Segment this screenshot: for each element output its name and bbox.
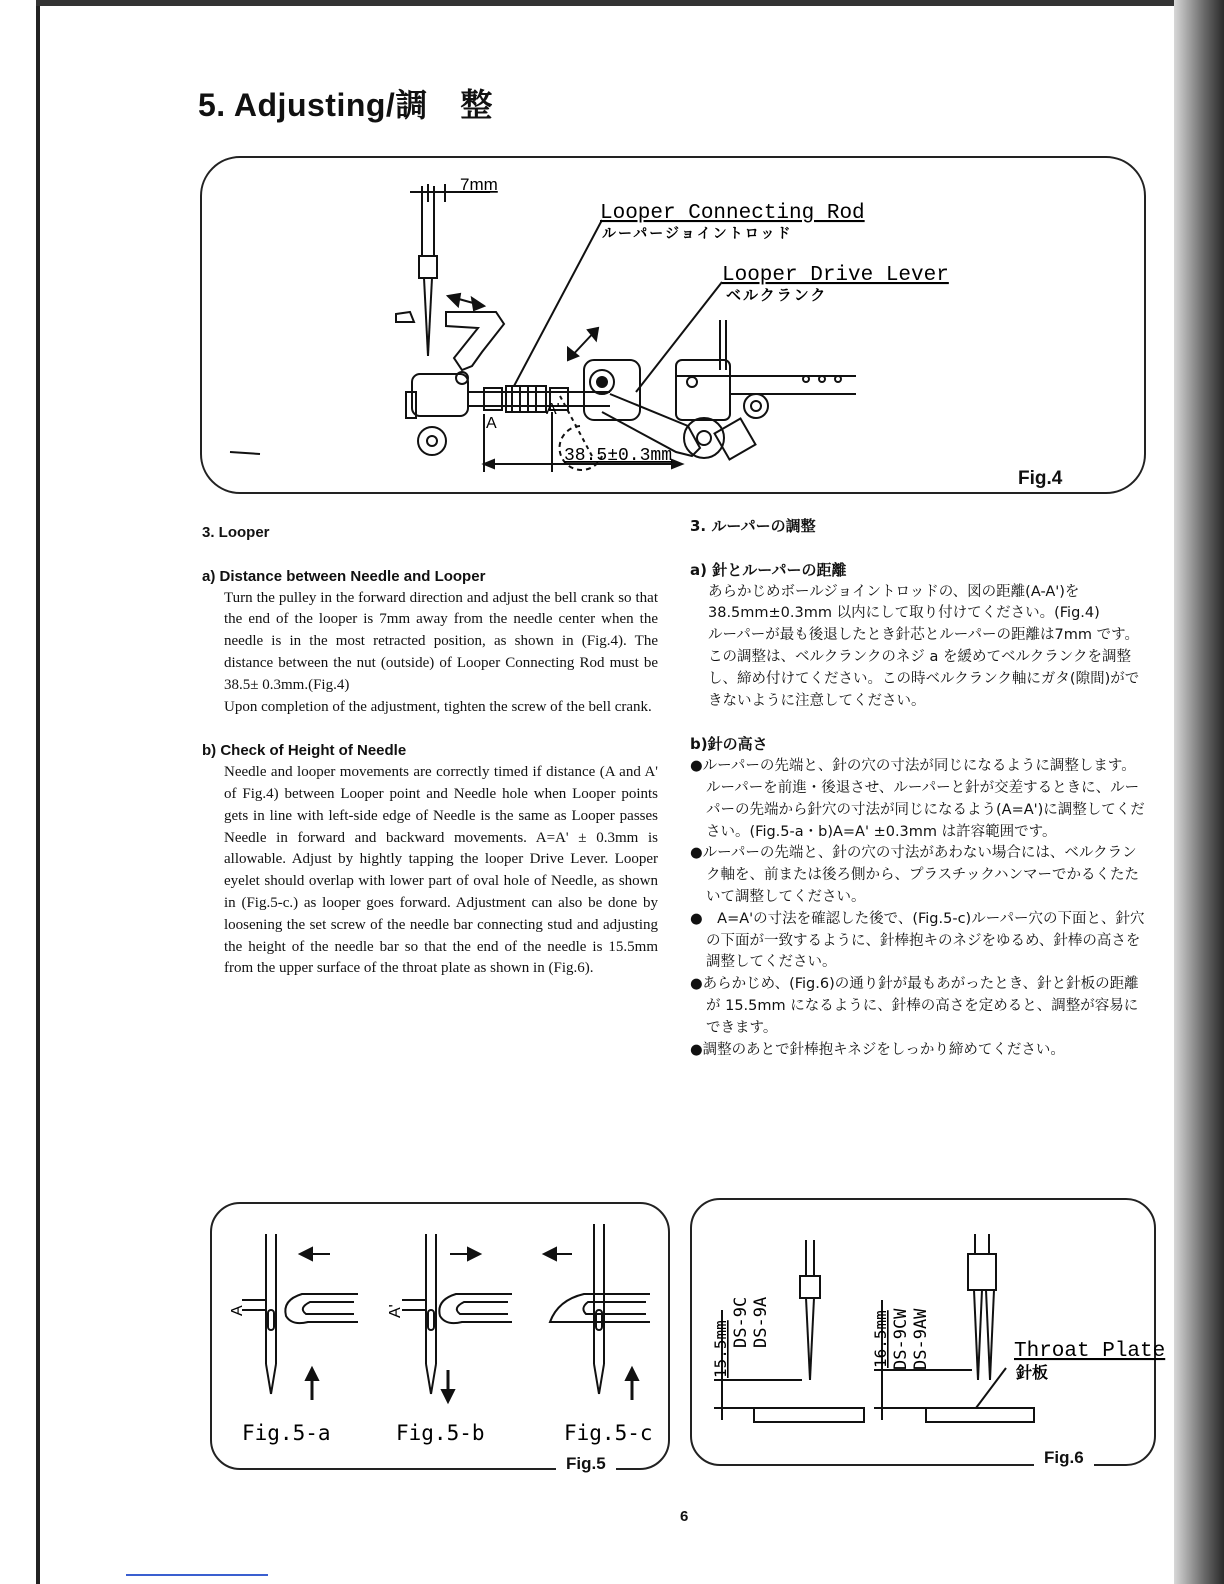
fig4-diagram [200, 156, 1142, 486]
jp-a-line-1: あらかじめボールジョイントロッドの、図の距離(A-A')を38.5mm±0.3mm 以内にして取り付けてください。(Fig.4) [708, 583, 1100, 622]
fig6-model2b: DS-9AW [911, 1308, 931, 1370]
scan-shadow-right [1174, 0, 1224, 1584]
fig4-label-drive-lever-jp: ベルクランク [726, 286, 828, 304]
fig5-c-label: Fig.5-c [564, 1421, 653, 1445]
en-section-title: 3. Looper [202, 524, 270, 541]
page-title: 5. Adjusting/調 整 [198, 87, 493, 123]
jp-b-bullet-2: ●ルーパーの先端と、針の穴の寸法があわない場合には、ベルクランク軸を、前または後ろ側から、プラスチックハンマーでかるくたたいて調整してください。 [690, 845, 1139, 905]
fig6-throat-plate-jp: 針板 [1016, 1363, 1049, 1382]
jp-b-bullet-1: ●ルーパーの先端と、針の穴の寸法が同じになるように調整します。ルーパーを前進・後退させ、ルーパーと針が交差するときに、ルーパーの先端から針穴の寸法が同じになるよう(A=A')に調整してください。(Fig.5-a・b)A=A' ±0.3mm は許容範囲です。 [690, 758, 1145, 840]
jp-section-title: 3. ルーパーの調整 [690, 517, 816, 535]
fig4-label-a: A [486, 415, 497, 432]
en-a-body2: Upon completion of the adjustment, tighten the screw of the bell crank. [224, 698, 652, 715]
jp-a-title: a) 針とルーパーの距離 [690, 560, 847, 579]
fig5-diagram [212, 1204, 664, 1464]
fig4-dim-7mm: 7mm [460, 175, 498, 194]
jp-b-bullet-4: ●あらかじめ、(Fig.6)の通り針が最もあがったとき、針と針板の距離が 15.5mm になるように、針棒の高さを定めると、調整が容易にできます。 [690, 976, 1139, 1036]
fig6-dim2: 16.5mm [871, 1310, 890, 1368]
en-b-body: Needle and looper movements are correctly timed if distance (A and A' of Fig.4) between Looper point and Needle hole when Looper points gets in line with left-side edge of Needle is the same as Looper passes Needle in forward and backward movements. A=A' ± 0.3mm is allowable. Adjust by hightly tapping the looper Drive Lever. Looper eyelet should overlap with lower part of oval hole of Needle, as shown in (Fig.5-c.) as looper goes forward. Adjustment can also be done by loosening the set screw of the needle bar connecting stud and adjusting the height of the needle bar so that the end of the needle is 15.5mm from the upper surface of the throat plate as shown in (Fig.6). [224, 764, 658, 977]
fig5-b-mark: A' [387, 1304, 404, 1318]
fig6-model1a: DS-9C [731, 1296, 751, 1348]
jp-a-line-2: ルーパーが最も後退したとき針芯とルーパーの距離は7mm です。 [708, 627, 1139, 644]
scan-border-top [36, 0, 1176, 6]
en-a-body: Turn the pulley in the forward direction and adjust the bell crank so that the end of the looper is 7mm away from the needle center when the needle is in the most retracted position, as shown in (Fig.4). The distance between the nut (outside) of Looper Connecting Rod must be 38.5± 0.3mm.(Fig.4) [224, 589, 658, 693]
fig4-label-connecting-rod-en: Looper Connecting Rod [600, 202, 865, 225]
page-number: 6 [680, 1508, 689, 1525]
fig6-dim1: 15.5mm [711, 1320, 730, 1378]
jp-b-bullet-3: ● A=A'の寸法を確認した後で、(Fig.5-c)ルーパー穴の下面と、針穴の下面が一致するように、針棒抱キのネジをゆるめ、針棒の高さを調整してください。 [690, 910, 1145, 971]
fig4-label-drive-lever-en: Looper Drive Lever [722, 264, 949, 287]
japanese-column [690, 516, 1150, 1061]
jp-b-title: b)針の高さ [690, 735, 768, 754]
fig6-caption: Fig.6 [1034, 1448, 1094, 1468]
scan-border-left [0, 0, 40, 1584]
fig4-dim-distance: 38.5±0.3mm [564, 446, 673, 466]
fig5-a-label: Fig.5-a [242, 1421, 331, 1445]
fig6-model1b: DS-9A [751, 1296, 771, 1348]
fig4-label-a-prime: A' [546, 401, 560, 418]
english-column [202, 522, 658, 980]
fig6-throat-plate-en: Throat Plate [1014, 1340, 1166, 1363]
en-b-title: b) Check of Height of Needle [202, 742, 407, 760]
scan-mark [126, 1574, 268, 1576]
jp-b-bullet-5: ●調整のあとで針棒抱キネジをしっかり締めてください。 [690, 1041, 1065, 1058]
fig5-b-label: Fig.5-b [396, 1421, 485, 1445]
en-a-title: a) Distance between Needle and Looper [202, 567, 486, 585]
fig6-model2a: DS-9CW [891, 1308, 911, 1370]
fig6-diagram [692, 1200, 1166, 1460]
fig4-caption: Fig.4 [1008, 468, 1072, 490]
fig4-label-connecting-rod-jp: ルーパージョイントロッド [602, 226, 793, 242]
jp-a-line-3: この調整は、ベルクランクのネジ a を緩めてベルクランクを調整し、締め付けてください。この時ベルクランク軸にガタ(隙間)ができないように注意してください。 [708, 648, 1140, 709]
fig5-a-mark: A [229, 1305, 246, 1316]
fig5-caption: Fig.5 [556, 1454, 616, 1474]
